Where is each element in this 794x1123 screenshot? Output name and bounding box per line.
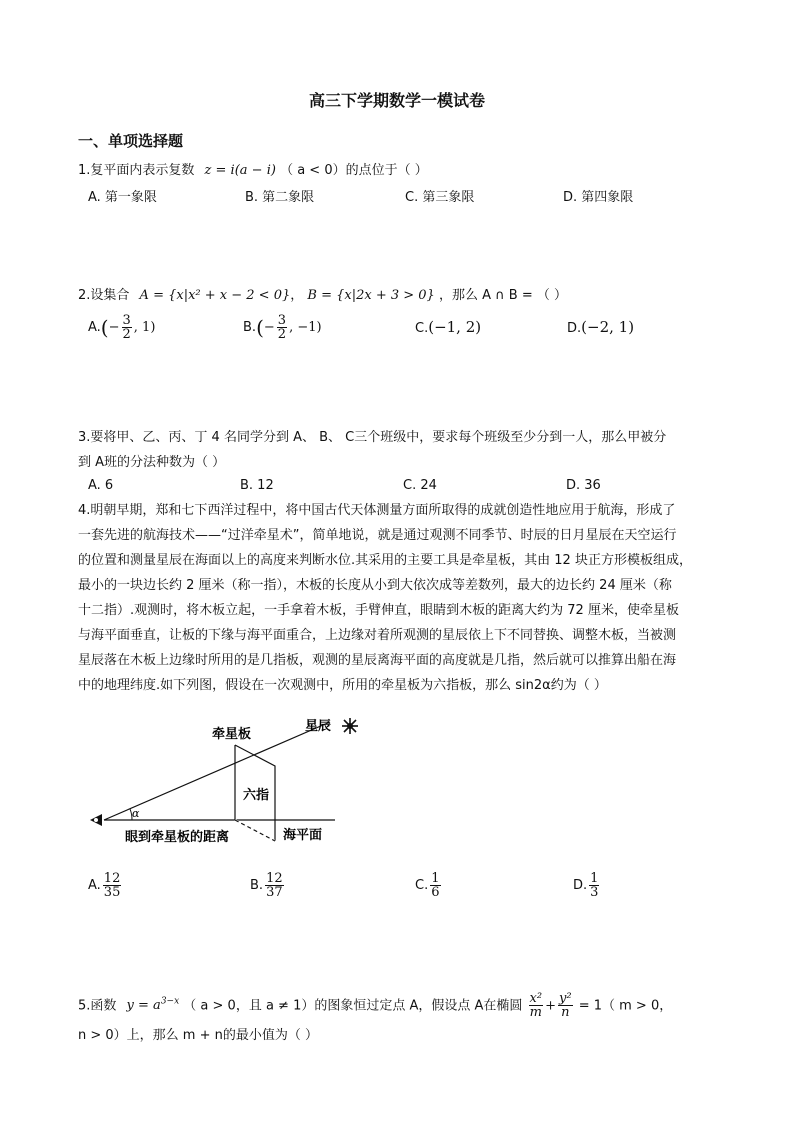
q2-set-b: B = {x|2x + 3 > 0} (307, 288, 435, 303)
distance-label: 眼到牵星板的距离 (125, 830, 230, 845)
q1-option-a[interactable]: A. 第一象限 (88, 190, 157, 205)
q4-line: 的位置和测量星辰在海面以上的高度来判断水位.其采用的主要工具是牵星板，其由 12 块正方形模板组成， (78, 553, 692, 568)
q2-option-b-paren: ( (256, 315, 264, 340)
q3-line-2: 到 A班的分法种数为（ ） (78, 455, 226, 470)
q2-option-d-value: (−2, 1) (581, 318, 635, 336)
question-1-stem (78, 158, 428, 183)
q5-equation-tail: = 1（ m > 0， (578, 998, 673, 1014)
q2-option-b-label: B. (243, 320, 257, 335)
q4-option-c[interactable] (415, 872, 443, 899)
q3-option-c[interactable]: C. 24 (403, 478, 437, 493)
q4-option-d-fraction: $\frac{1}{3}$ (590, 871, 599, 900)
q5-prefix: 5.函数 (78, 998, 117, 1014)
q3-option-a[interactable]: A. 6 (88, 478, 114, 493)
q4-option-c-label: C. (415, 878, 429, 893)
q4-option-b[interactable] (250, 872, 286, 899)
question-5-stem (78, 990, 672, 1019)
q1-option-d[interactable]: D. 第四象限 (563, 190, 634, 205)
q2-separator: ， (290, 288, 304, 303)
q4-line: 中的地理纬度.如下列图，假设在一次观测中，所用的牵星板为六指板，那么 sin2α约为（ ） (78, 678, 607, 693)
q2-option-a-rest: , 1) (133, 320, 156, 335)
q4-option-d[interactable] (573, 872, 601, 899)
page-title: 高三下学期数学一模试卷 (308, 91, 485, 110)
alpha-label: α (132, 807, 140, 820)
q4-option-b-label: B. (250, 878, 264, 893)
q4-option-a[interactable] (88, 872, 123, 899)
section-heading: 一、单项选择题 (78, 132, 184, 150)
board-label: 牵星板 (212, 727, 252, 742)
q1-expression: z = i(a − i) (204, 163, 276, 178)
q2-option-b-rest: , −1) (289, 320, 322, 335)
q4-line: 最小的一块边长约 2 厘米（称一指），木板的长度从小到大依次成等差数列，最大的边长约 24 厘米（称 (78, 578, 672, 593)
q2-option-a-paren: ( (100, 315, 109, 340)
q5-condition: （ a > 0，且 a ≠ 1）的图象恒过定点 A，假设点 A在椭圆 (183, 998, 523, 1014)
question-4-stem (78, 498, 718, 698)
q5-plus: + (545, 998, 556, 1014)
q2-option-d-label: D. (567, 321, 582, 336)
question-2-stem (78, 283, 567, 308)
q2-option-c-label: C. (415, 321, 429, 336)
q2-option-a-fraction: $\frac{3}{2}$ (122, 313, 131, 342)
q4-option-a-fraction: $\frac{12}{35}$ (103, 871, 121, 900)
six-finger-label: 六指 (243, 788, 270, 803)
q5-function: $y = a^{3-x}$ (126, 997, 180, 1014)
q4-line: 4.明朝早期，郑和七下西洋过程中，将中国古代天体测量方面所取得的成就创造性地应用于航海，形成了 (78, 503, 676, 518)
q2-option-b-fraction: $\frac{3}{2}$ (277, 313, 287, 342)
q4-line: 与海平面垂直，让板的下缘与海平面重合，上边缘对着所观测的星辰依上下不同替换、调整木板，当被测 (78, 628, 677, 643)
q2-option-a[interactable] (88, 314, 155, 341)
q2-option-c-value: (−1, 2) (428, 318, 482, 336)
q4-option-b-fraction: $\frac{12}{37}$ (266, 871, 283, 900)
star-label: 星辰 (305, 719, 332, 734)
q3-option-b[interactable]: B. 12 (240, 478, 274, 493)
q4-line: 一套先进的航海技术——“过洋牵星术”，简单地说，就是通过观测不同季节、时辰的日月星辰在天空运行 (78, 528, 677, 543)
q2-option-d[interactable] (567, 318, 634, 336)
q3-option-d[interactable]: D. 36 (566, 478, 601, 493)
sea-label: 海平面 (283, 828, 323, 843)
q4-option-a-label: A. (88, 878, 101, 893)
q2-option-b-minus: − (263, 320, 275, 335)
q4-line: 十二指）.观测时，将木板立起，一手拿着木板，手臂伸直，眼睛到木板的距离大约为 72 厘米，使牵星板 (78, 603, 679, 618)
sunburst-icon (342, 718, 358, 734)
q3-line-1: 3.要将甲、乙、丙、丁 4 名同学分到 A、 B、 C三个班级中，要求每个班级至少分到一人，那么甲被分 (78, 430, 667, 445)
q2-postfix: ，那么 A ∩ B = （ ） (438, 288, 567, 303)
qianxing-board-figure (80, 708, 380, 853)
q1-prefix: 1.复平面内表示复数 (78, 163, 195, 178)
q4-option-c-fraction: $\frac{1}{6}$ (431, 871, 440, 900)
q5-line-2: n > 0）上，那么 m + n的最小值为（ ） (78, 1028, 318, 1043)
q5-ellipse-term-x: $\frac{\text{x²}}{m}$ (529, 991, 543, 1021)
q5-ellipse-term-y: $\frac{\text{y²}}{n}$ (559, 991, 572, 1021)
q2-option-a-label: A. (88, 320, 101, 335)
q4-line: 星辰落在木板上边缘时所用的是几指板，观测的星辰离海平面的高度就是几指，然后就可以推算出船在海 (78, 653, 677, 668)
q2-option-a-minus: − (108, 320, 120, 335)
q1-option-c[interactable]: C. 第三象限 (405, 190, 475, 205)
q1-condition: （ a < 0）的点位于（ ） (280, 163, 428, 178)
q2-prefix: 2.设集合 (78, 288, 130, 303)
q1-option-b[interactable]: B. 第二象限 (245, 190, 315, 205)
q2-set-a: A = {x|x² + x − 2 < 0} (139, 288, 291, 303)
q4-option-d-label: D. (573, 878, 588, 893)
q2-option-b[interactable] (243, 314, 322, 341)
q2-option-c[interactable] (415, 318, 481, 336)
